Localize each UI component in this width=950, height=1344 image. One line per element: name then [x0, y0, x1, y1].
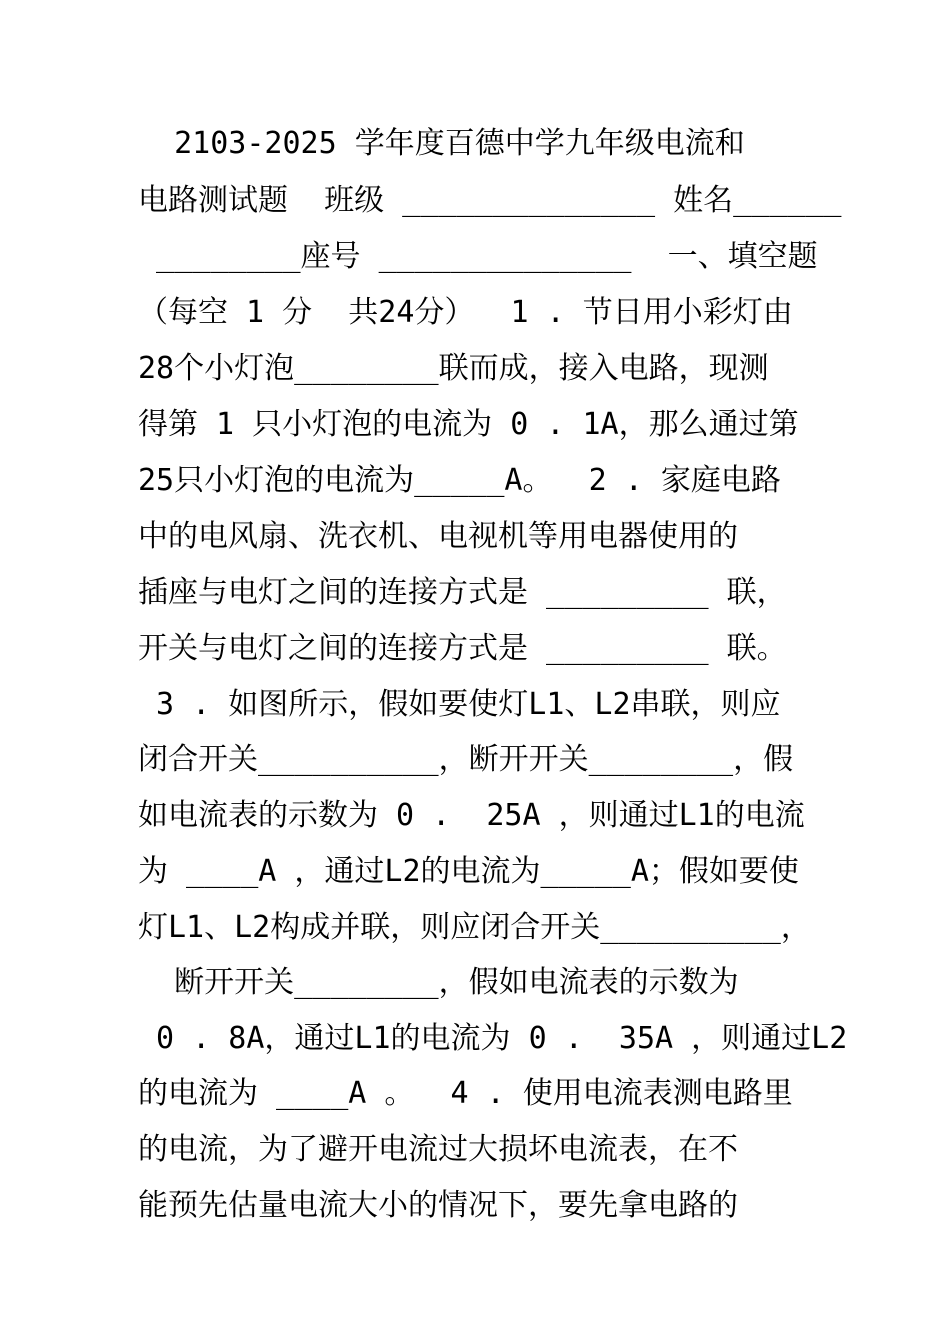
text-line: 为 ____A ，通过L2的电流为_____A；假如要使 — [138, 854, 799, 889]
text-line: 2103-2025 学年度百德中学九年级电流和 — [138, 126, 745, 161]
text-line: 的电流为 ____A 。 4 . 使用电流表测电路里 — [138, 1076, 793, 1111]
text-line: 的电流，为了避开电流过大损坏电流表，在不 — [138, 1132, 738, 1167]
text-line: 0 . 8A，通过L1的电流为 0 . 35A ，则通过L2 — [138, 1021, 848, 1056]
text-line: 能预先估量电流大小的情况下，要先拿电路的 — [138, 1188, 738, 1223]
text-line: 得第 1 只小灯泡的电流为 0 . 1A，那么通过第 — [138, 407, 799, 442]
text-line: 灯L1、L2构成并联，则应闭合开关__________， — [138, 910, 811, 945]
text-line: 插座与电灯之间的连接方式是 _________ 联， — [138, 575, 787, 610]
text-line: 25只小灯泡的电流为_____A。 2 . 家庭电路 — [138, 463, 781, 498]
text-line: （每空 1 分 共24分） 1 . 节日用小彩灯由 — [138, 295, 793, 330]
text-line: 电路测试题 班级 ______________ 姓名______ — [138, 183, 842, 218]
text-line: 开关与电灯之间的连接方式是 _________ 联。 — [138, 631, 787, 666]
text-line: 如电流表的示数为 0 . 25A ，则通过L1的电流 — [138, 798, 805, 833]
text-line: 中的电风扇、洗衣机、电视机等用电器使用的 — [138, 519, 738, 554]
text-line: 3 . 如图所示，假如要使灯L1、L2串联，则应 — [138, 687, 781, 722]
text-line: 断开开关________，假如电流表的示数为 — [138, 965, 739, 1000]
text-line: ________座号 ______________ 一、填空题 — [138, 239, 818, 274]
text-line: 28个小灯泡________联而成，接入电路，现测 — [138, 351, 769, 386]
text-line: 闭合开关__________，断开开关________，假 — [138, 742, 794, 777]
